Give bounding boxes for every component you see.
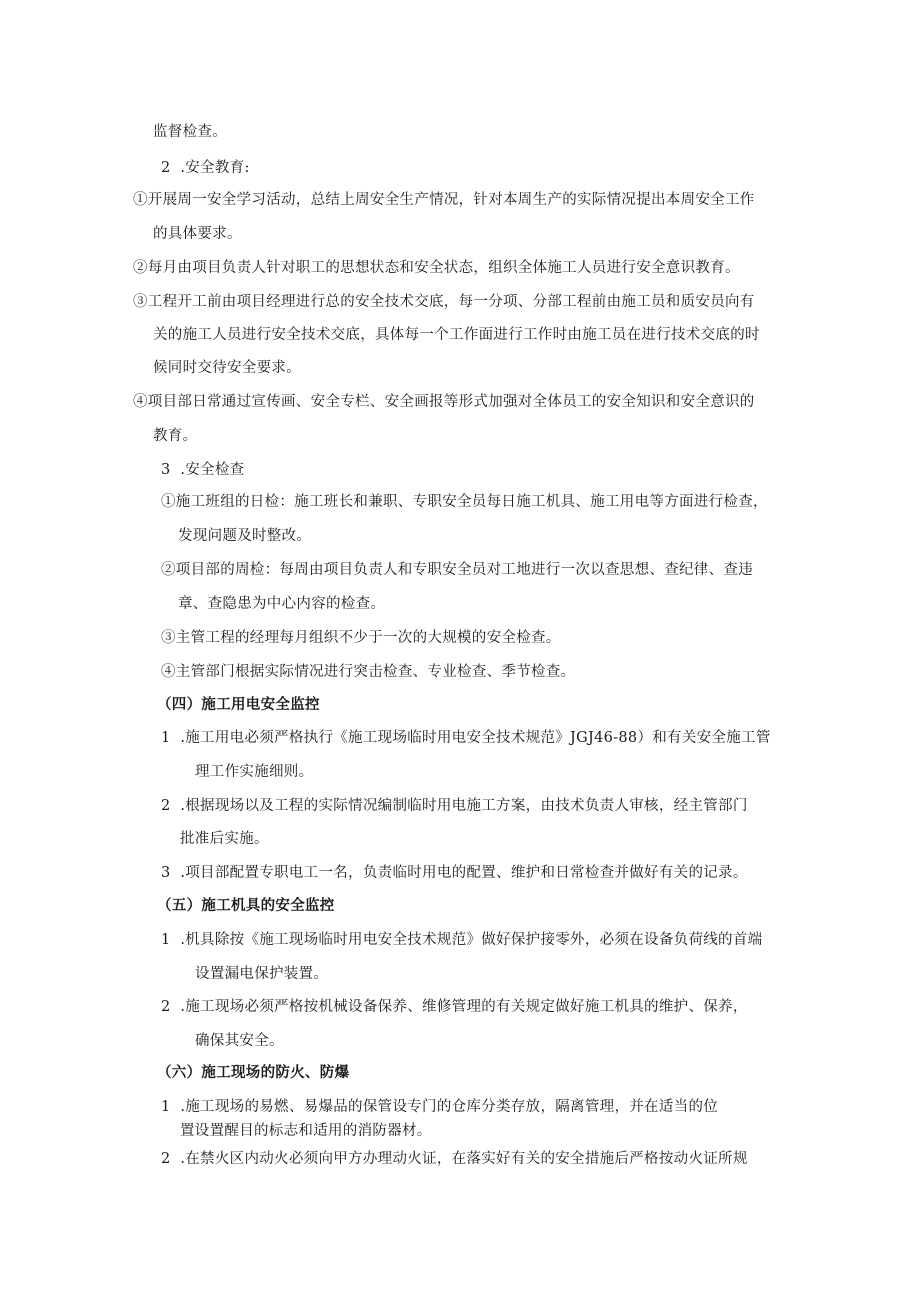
- list-item-line: ①开展周一安全学习活动，总结上周安全生产情况，针对本周生产的实际情况提出本周安全工作: [133, 192, 755, 208]
- numbered-item-line: 1 .施工用电必须严格执行《施工现场临时用电安全技术规范》JGJ46-88）和有关安全施工管: [161, 730, 771, 746]
- paragraph-line: 章、查隐患为中心内容的检查。: [178, 596, 386, 612]
- paragraph-line: 批准后实施。: [180, 831, 269, 847]
- paragraph-line: 教育。: [153, 428, 198, 444]
- numbered-item-line: 2 .根据现场以及工程的实际情况编制临时用电施工方案，由技术负责人审核，经主管部门: [161, 798, 748, 814]
- section-heading: （五）施工机具的安全监控: [157, 898, 335, 914]
- numbered-item-line: 2 .施工现场必须严格按机械设备保养、维修管理的有关规定做好施工机具的维护、保养，: [161, 999, 748, 1015]
- paragraph-line: 的具体要求。: [153, 226, 242, 242]
- section-heading: （四）施工用电安全监控: [157, 697, 320, 713]
- numbered-item-line: 1 .机具除按《施工现场临时用电安全技术规范》做好保护接零外，必须在设备负荷线的首端: [161, 932, 763, 948]
- section-item-heading: 3 .安全检查: [161, 462, 245, 478]
- list-item-line: ④主管部门根据实际情况进行突击检查、专业检查、季节检查。: [161, 664, 576, 680]
- paragraph-line: 候同时交待安全要求。: [153, 360, 301, 376]
- section-item-heading: 2 .安全教育:: [161, 160, 250, 176]
- section-heading: （六）施工现场的防火、防爆: [157, 1065, 350, 1081]
- list-item-line: ③工程开工前由项目经理进行总的安全技术交底，每一分项、分部工程前由施工员和质安员向有: [133, 294, 755, 310]
- paragraph-line: 监督检查。: [153, 124, 227, 140]
- paragraph-line: 置设置醒目的标志和适用的消防器材。: [180, 1123, 432, 1139]
- paragraph-line: 设置漏电保护装置。: [195, 966, 329, 982]
- paragraph-line: 确保其安全。: [195, 1033, 284, 1049]
- paragraph-line: 发现问题及时整改。: [178, 528, 312, 544]
- list-item-line: ②项目部的周检：每周由项目负责人和专职安全员对工地进行一次以查思想、查纪律、查违: [161, 562, 753, 578]
- list-item-line: ①施工班组的日检：施工班长和兼职、专职安全员每日施工机具、施工用电等方面进行检查，: [161, 494, 768, 510]
- list-item-line: ③主管工程的经理每月组织不少于一次的大规模的安全检查。: [161, 630, 561, 646]
- numbered-item-line: 3 .项目部配置专职电工一名，负责临时用电的配置、维护和日常检查并做好有关的记录。: [161, 865, 748, 881]
- numbered-item-line: 2 .在禁火区内动火必须向甲方办理动火证，在落实好有关的安全措施后严格按动火证所规: [161, 1151, 748, 1167]
- paragraph-line: 理工作实施细则。: [195, 764, 314, 780]
- list-item-line: ④项目部日常通过宣传画、安全专栏、安全画报等形式加强对全体员工的安全知识和安全意识的: [133, 394, 755, 410]
- list-item-line: ②每月由项目负责人针对职工的思想状态和安全状态，组织全体施工人员进行安全意识教育。: [133, 260, 740, 276]
- numbered-item-line: 1 .施工现场的易燃、易爆品的保管设专门的仓库分类存放，隔离管理，并在适当的位: [161, 1099, 719, 1115]
- paragraph-line: 关的施工人员进行安全技术交底，具体每一个工作面进行工作时由施工员在进行技术交底的时: [153, 327, 760, 343]
